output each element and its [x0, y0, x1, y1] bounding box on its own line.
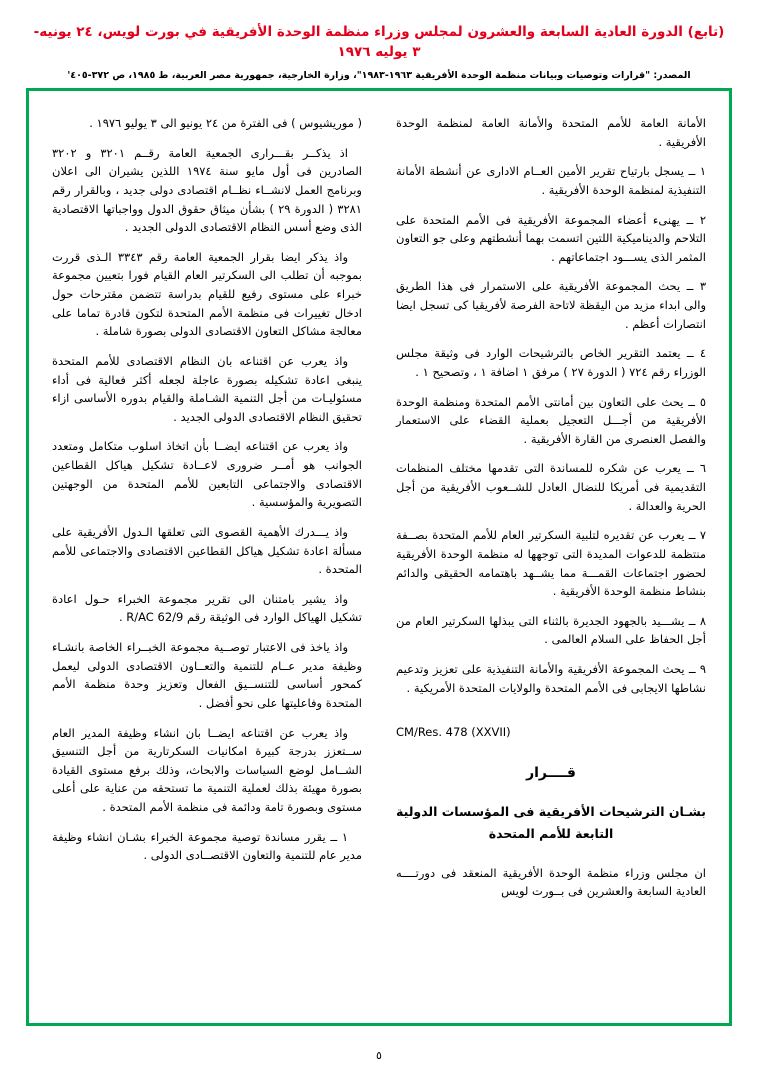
- paragraph: واذ يعرب عن اقتناعه ايضــا بأن اتخاذ اسلوب متكامل ومتعدد الجوانب هو أمــر ضرورى لاعــادة تشكيل هياكل القطاعين الاقتصادى والاجتماعى التابعين للأمم المتحدة من الوجهتين التصويرية والمؤسسية .: [52, 439, 362, 510]
- paragraph: اذ يذكــر بقـــرارى الجمعية العامة رقــم ٣٢٠١ و ٣٢٠٢ الصادرين فى أول مايو سنة ١٩٧٤ اللذين يشيران الى اعلان وبرنامج العمل لانشــاء نظــام اقتصادى دولى جديد ، وبالقرار رقم ٣٢٨١ ( الدورة ٢٩ ) بشأن ميثاق حقوق الدول وواجباتها الاقتصادية الذى وضع أسس النظام الاقتصادى الدولى الجديد .: [52, 145, 362, 235]
- paragraph: واذ يـــدرك الأهمية القصوى التى تعلقها الـدول الأفريقية على مسألة اعادة تشكيل هياكل القطاعين الاقتصادى والاجتماعى للأمم المتحدة .: [52, 524, 362, 577]
- paragraph: ( موريشيوس ) فى الفترة من ٢٤ يونيو الى ٣ يوليو ١٩٧٦ .: [89, 116, 362, 130]
- column-right: [396, 114, 706, 1006]
- resolution-code: CM/Res. 478 (XXVII): [396, 725, 511, 740]
- source-line: المصدر: "قرارات وتوصيات وبيانات منظمة الوحدة الأفريقية ١٩٦٣-١٩٨٣"، وزارة الخارجية، جمهورية مصر العربية، ط ١٩٨٥، ص ٣٧٢-٤٠٥': [67, 69, 691, 81]
- two-column-body: [38, 100, 720, 1014]
- paragraph: ٦ ــ يعرب عن شكره للمساندة التى تقدمها مختلف المنظمات التقديمية فى أمريكا للنضال العادل للشــعوب الأفريقية من أجل الحرية والعدالة .: [396, 461, 706, 513]
- resolution-word: قــــرار: [526, 764, 576, 781]
- resolution-heading: بشـان الترشيحات الأفريقية فى المؤسسات الدولية التابعة للأمم المتحدة: [396, 803, 706, 842]
- paragraph: ٢ ــ يهنىء أعضاء المجموعة الأفريقية فى الأمم المتحدة على التلاحم والديناميكية اللتين اتسمت بهما أنشطتهم وعلى جو التعاون المثمر الذى يســـود اجتماعاتهم .: [396, 212, 706, 264]
- paragraph: ١ ــ يسجل بارتياح تقرير الأمين العــام الادارى عن أنشطة الأمانة التنفيذية لمنظمة الوحدة الأفريقية .: [396, 164, 706, 197]
- paragraph: واذ يشير بامتنان الى تقرير مجموعة الخبراء حـول اعادة تشكيل الهياكل الوارد فى الوثيقة رقم R/AC 62/9 .: [52, 591, 362, 625]
- paragraph: ٧ ــ يعرب عن تقديره لتلبية السكرتير العام للأمم المتحدة بصــفة منتظمة للدعوات المديدة التى توجهها له منظمة الوحدة الأفريقية لحضور اجتماعات القمـــة مما يشــهد باهتمامه الحقيقى والدائم بنشاط منظمة الوحدة الأفريقية .: [396, 528, 706, 599]
- paragraph: ٤ ــ يعتمد التقرير الخاص بالترشيحات الوارد فى وثيقة مجلس الوزراء رقم ٧٢٤ ( الدورة ٢٧ ) مرفق ١ اضافة ١ ، وتصحيح ١ .: [396, 346, 706, 379]
- page-title: (تابع) الدورة العادية السابعة والعشرون لمجلس وزراء منظمة الوحدة الأفريقية في بورت لويس، ٢٤ يونيه- ٣ يوليه ١٩٧٦: [33, 24, 725, 61]
- paragraph: ان مجلس وزراء منظمة الوحدة الأفريقية المنعقد فى دورتــــه العادية السابعة والعشرين فى بــورت لويس: [396, 865, 706, 899]
- paragraph: ٩ ــ يحث المجموعة الأفريقية والأمانة التنفيذية على تعزيز وتدعيم نشاطها الايجابى فى الأمم المتحدة والولايات المتحدة الأمريكية .: [396, 662, 706, 695]
- paragraph: ٥ ــ يحث على التعاون بين أمانتى الأمم المتحدة ومنظمة الوحدة الأفريقية من أجـــل التعجيل بعملية القضاء على الاستعمار والفصل العنصرى من القارة الأفريقية .: [396, 394, 706, 446]
- paragraph: واذ يعرب عن اقتناعه ايضــا بان انشاء وظيفة المدير العام ســتعزز بدرجة كبيرة امكانيات السكرتارية من أجل التنسيق الشــامل لوضع السياسات والابحاث، وذلك برفع مستوى القيادة بصورة مهيئة بذلك لعملية التنمية ما تستحقه من عناية على أعلى مستوى وبصورة تامة ودائمة فى منظمة الأمم المتحدة .: [52, 725, 362, 814]
- page-number: ٥: [376, 1049, 382, 1062]
- paragraph: ١ ــ يقرر مساندة توصية مجموعة الخبراء بشـان انشاء وظيفة مدير عام للتنمية والتعاون الاقتصــادى الدولى .: [52, 829, 362, 863]
- paragraph: ٣ ــ يحث المجموعة الأفريقية على الاستمرار فى هذا الطريق والى ابداء مزيد من اليقظة لاتاحة الفرصة لأفريقيا كى تسجل ايضا انتصارات أعظم .: [396, 279, 706, 331]
- paragraph: الأمانة العامة للأمم المتحدة والأمانة العامة لمنظمة الوحدة الأفريقية .: [396, 116, 706, 149]
- paragraph: واذ يعرب عن اقتناعه بان النظام الاقتصادى للأمم المتحدة ينبغى اعادة تشكيله بصورة عاجلة لجعله أكثر فعالية فى أداء مسئوليـات من أجل التنمية الشـاملة والقيام بدوره الأساسى ازاء تحقيق النظام الاقتصادى الدولى الجديد .: [52, 353, 362, 424]
- paragraph: ٨ ــ يشـــيد بالجهود الجديرة بالثناء التى يبذلها السكرتير العام من أجل الحفاظ على السلام العالمى .: [396, 613, 706, 647]
- paragraph: واذ ياخذ فى الاعتبار توصــية مجموعة الخبــراء الخاصة بانشـاء وظيفة مدير عــام للتنمية والتعــاون الاقتصادى الدولى ليعمل كمحور أساسى للتنســيق الفعال وتعزيز وحدة منظمة الأمم المتحدة وفاعليتها على نحو أفضل .: [52, 640, 362, 710]
- column-left: [52, 114, 362, 1006]
- paragraph: واذ يذكر ايضا بقرار الجمعية العامة رقم ٣٣٤٣ الـذى قررت بموجبه أن تطلب الى السكرتير العام القيام فورا بتعيين مجموعة خبراء على مستوى رفيع للقيام بدراسة تتضمن مقترحات حول ادخال تغييرات فى منظمة الأمم المتحدة لتكون قادرة تماما على معالجة مشاكل التعاون الاقتصادى الدولى بصورة شاملة .: [52, 249, 362, 339]
